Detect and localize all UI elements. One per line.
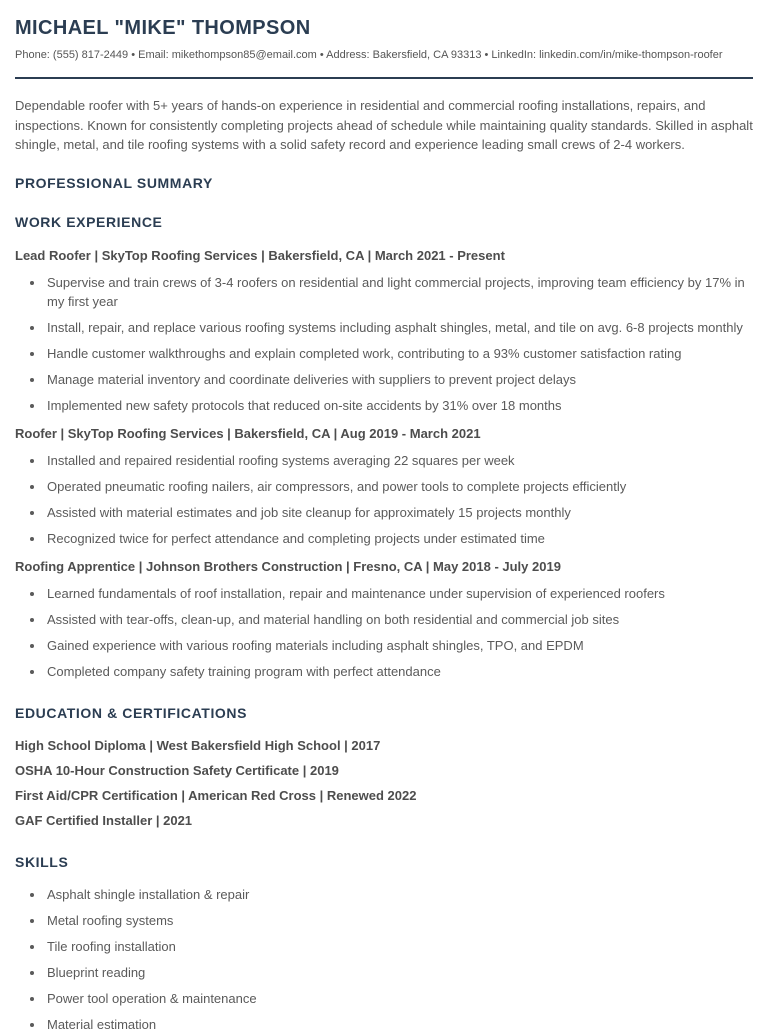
job-bullets — [15, 584, 753, 681]
job-bullet: • Recognized twice for perfect attendance and completing projects under estimated time — [45, 529, 753, 548]
skill-item: • Blueprint reading — [45, 963, 753, 982]
section-heading-education: EDUCATION & CERTIFICATIONS — [15, 704, 248, 721]
job-bullet: • Assisted with material estimates and job site cleanup for approximately 15 projects monthly — [45, 503, 753, 522]
job-title: Lead Roofer | SkyTop Roofing Services | Bakersfield, CA | March 2021 - Present — [15, 247, 505, 263]
contact-line: Phone: (555) 817-2449 • Email: mikethompson85@email.com • Address: Bakersfield, CA 93313 • LinkedIn: linkedin.com/in/mike-thompson-roofer — [15, 49, 723, 61]
section-heading-work-experience: WORK EXPERIENCE — [15, 213, 163, 230]
education-item: First Aid/CPR Certification | American Red Cross | Renewed 2022 — [15, 787, 417, 803]
job-bullet: • Learned fundamentals of roof installation, repair and maintenance under supervision of experienced roofers — [45, 584, 753, 603]
job-entry — [15, 557, 753, 681]
skill-item: • Material estimation — [45, 1015, 753, 1034]
summary-paragraph: Dependable roofer with 5+ years of hands-on experience in residential and commercial roofing installations, repairs, and inspections. Known for consistently completing projects ahead of schedule while maintaining quality standards. Skilled in asphalt shingle, metal, and tile roofing systems with a solid safety record and experience leading small crews of 2-4 workers. — [15, 98, 753, 152]
job-bullet: • Install, repair, and replace various roofing systems including asphalt shingles, metal, and tile on avg. 6-8 projects monthly — [45, 318, 753, 337]
skills-list — [15, 885, 753, 1034]
section-work-experience — [15, 214, 753, 681]
job-title: Roofing Apprentice | Johnson Brothers Construction | Fresno, CA | May 2018 - July 2019 — [15, 558, 561, 574]
skill-item: • Asphalt shingle installation & repair — [45, 885, 753, 904]
job-bullets — [15, 273, 753, 415]
skill-item: • Tile roofing installation — [45, 937, 753, 956]
education-item: High School Diploma | West Bakersfield High School | 2017 — [15, 737, 381, 753]
header-divider — [15, 77, 753, 79]
job-bullet: • Implemented new safety protocols that reduced on-site accidents by 31% over 18 months — [45, 396, 753, 415]
section-education — [15, 705, 753, 830]
job-bullet: • Completed company safety training program with perfect attendance — [45, 662, 753, 681]
education-item: GAF Certified Installer | 2021 — [15, 812, 193, 828]
skill-item: • Metal roofing systems — [45, 911, 753, 930]
job-bullet: • Operated pneumatic roofing nailers, air compressors, and power tools to complete projects efficiently — [45, 477, 753, 496]
section-skills — [15, 854, 753, 1034]
resume-name: MICHAEL "MIKE" THOMPSON — [15, 17, 311, 39]
job-bullets — [15, 451, 753, 548]
section-heading-skills: SKILLS — [15, 853, 69, 870]
job-bullet: • Handle customer walkthroughs and explain completed work, contributing to a 93% customer satisfaction rating — [45, 344, 753, 363]
skill-item: • Power tool operation & maintenance — [45, 989, 753, 1008]
job-bullet: • Gained experience with various roofing materials including asphalt shingles, TPO, and EPDM — [45, 636, 753, 655]
job-entry — [15, 246, 753, 415]
job-title: Roofer | SkyTop Roofing Services | Bakersfield, CA | Aug 2019 - March 2021 — [15, 425, 481, 441]
job-bullet: • Manage material inventory and coordinate deliveries with suppliers to prevent project delays — [45, 370, 753, 389]
education-list — [15, 736, 753, 830]
job-entry — [15, 424, 753, 548]
job-bullet: • Supervise and train crews of 3-4 roofers on residential and light commercial projects, improving team efficiency by 17% in my first year — [45, 273, 753, 311]
education-item: OSHA 10-Hour Construction Safety Certificate | 2019 — [15, 762, 339, 778]
job-bullet: • Installed and repaired residential roofing systems averaging 22 squares per week — [45, 451, 753, 470]
section-heading-professional-summary: PROFESSIONAL SUMMARY — [15, 174, 213, 191]
job-bullet: • Assisted with tear-offs, clean-up, and material handling on both residential and commercial job sites — [45, 610, 753, 629]
jobs-container — [15, 246, 753, 681]
